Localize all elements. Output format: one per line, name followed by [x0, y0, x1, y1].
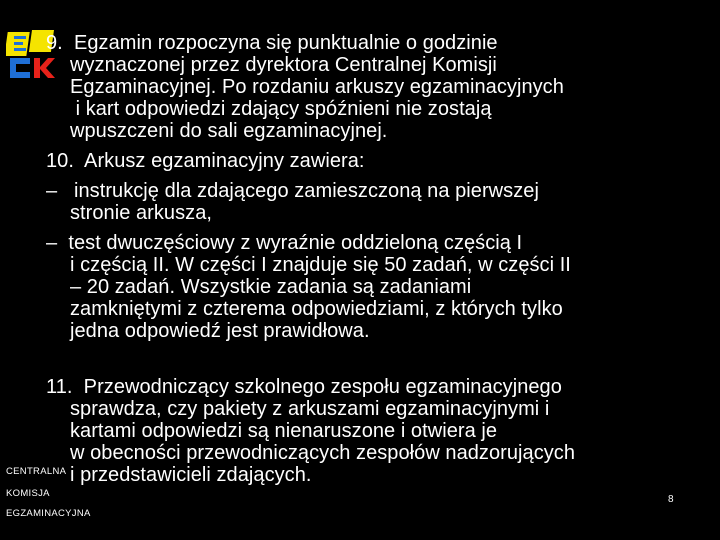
text-line-5: wpuszczeni do sali egzaminacyjnej.	[70, 120, 388, 142]
footer-org-line-2: KOMISJA	[6, 488, 50, 499]
text-line-9: – test dwuczęściowy z wyraźnie oddzieloną częścią I	[46, 232, 523, 254]
text-line-8: stronie arkusza,	[70, 202, 212, 224]
text-line-7: – instrukcję dla zdającego zamieszczoną na pierwszej	[46, 180, 539, 202]
footer-org-line-1: CENTRALNA	[6, 466, 67, 477]
text-line-14: 11. Przewodniczący szkolnego zespołu egzaminacyjnego	[46, 376, 562, 398]
text-line-3: Egzaminacyjnej. Po rozdaniu arkuszy egzaminacyjnych	[70, 76, 564, 98]
text-line-13: jedna odpowiedź jest prawidłowa.	[70, 320, 370, 342]
text-line-4: i kart odpowiedzi zdający spóźnieni nie zostają	[70, 98, 492, 120]
text-line-17: w obecności przewodniczących zespołów nadzorujących	[70, 442, 576, 464]
text-line-16: kartami odpowiedzi są nienaruszone i otwiera je	[70, 420, 498, 442]
text-line-12: zamkniętymi z czterema odpowiedziami, z których tylko	[70, 298, 563, 320]
footer-org-line-3: EGZAMINACYJNA	[6, 508, 91, 519]
page-number: 8	[668, 494, 674, 505]
text-line-1: 9. Egzamin rozpoczyna się punktualnie o godzinie	[46, 32, 498, 54]
text-line-10: i częścią II. W części I znajduje się 50 zadań, w części II	[70, 254, 571, 276]
text-line-11: – 20 zadań. Wszystkie zadania są zadaniami	[70, 276, 472, 298]
text-line-15: sprawdza, czy pakiety z arkuszami egzaminacyjnymi i	[70, 398, 550, 420]
text-line-6: 10. Arkusz egzaminacyjny zawiera:	[46, 150, 365, 172]
text-line-2: wyznaczonej przez dyrektora Centralnej Komisji	[70, 54, 497, 76]
text-line-18: i przedstawicieli zdających.	[70, 464, 312, 486]
